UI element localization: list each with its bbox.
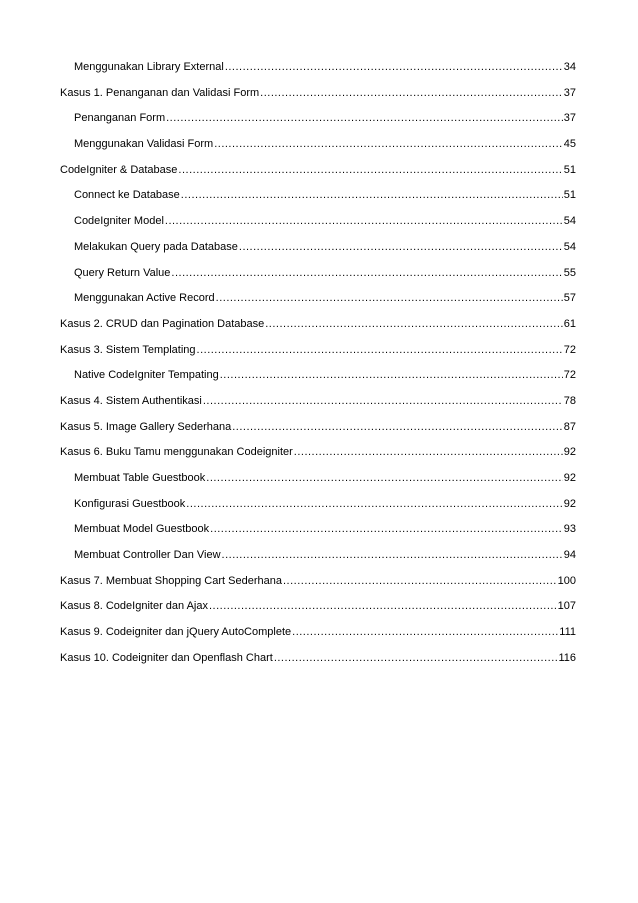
toc-entry[interactable] xyxy=(60,543,576,569)
toc-entry-title: Kasus 1. Penanganan dan Validasi Form xyxy=(60,86,260,99)
toc-entry[interactable] xyxy=(60,158,576,184)
toc-entry-page: 93 xyxy=(563,523,576,536)
toc-entry-title: Melakukan Query pada Database xyxy=(74,240,238,253)
toc-entry-page: 51 xyxy=(563,189,576,202)
toc-entry-page: 54 xyxy=(563,240,576,253)
toc-entry[interactable] xyxy=(60,415,576,441)
toc-entry-title: Kasus 4. Sistem Authentikasi xyxy=(60,394,202,407)
toc-entry[interactable] xyxy=(60,440,576,466)
toc-entry[interactable] xyxy=(60,620,576,646)
toc-entry[interactable] xyxy=(60,517,576,543)
toc-entry[interactable] xyxy=(60,569,576,595)
dot-leader xyxy=(265,312,563,338)
toc-entry-title: Connect ke Database xyxy=(74,189,180,202)
toc-entry[interactable] xyxy=(60,55,576,81)
toc-entry[interactable] xyxy=(60,132,576,158)
dot-leader xyxy=(216,286,563,312)
toc-entry[interactable] xyxy=(60,261,576,287)
toc-entry-page: 57 xyxy=(563,292,576,305)
toc-entry-title: Native CodeIgniter Tempating xyxy=(74,369,219,382)
toc-entry-page: 116 xyxy=(558,651,576,664)
toc-entry-title: Membuat Table Guestbook xyxy=(74,472,206,484)
dot-leader xyxy=(203,389,563,415)
dot-leader xyxy=(166,106,563,132)
toc-entry-page: 107 xyxy=(557,600,576,613)
dot-leader xyxy=(171,261,562,287)
toc-entry[interactable] xyxy=(60,466,576,492)
toc-entry[interactable] xyxy=(60,646,576,672)
toc-entry-title: Kasus 8. CodeIgniter dan Ajax xyxy=(60,600,208,613)
toc-entry-page: 72 xyxy=(563,343,576,356)
toc-entry-title: Menggunakan Validasi Form xyxy=(74,138,214,151)
dot-leader xyxy=(165,209,563,235)
toc-entry-title: Kasus 10. Codeigniter dan Openflash Chart xyxy=(60,651,273,664)
toc-entry[interactable] xyxy=(60,286,576,312)
toc-entry-title: Query Return Value xyxy=(74,266,171,279)
toc-entry[interactable] xyxy=(60,338,576,364)
toc-entry[interactable] xyxy=(60,363,576,389)
toc-entry-page: 61 xyxy=(563,317,576,330)
toc-entry-page: 87 xyxy=(563,420,576,433)
dot-leader xyxy=(178,158,562,184)
toc-entry[interactable] xyxy=(60,312,576,338)
toc-entry-title: CodeIgniter & Database xyxy=(60,163,178,176)
toc-entry[interactable] xyxy=(60,209,576,235)
dot-leader xyxy=(220,363,563,389)
toc-entry[interactable] xyxy=(60,389,576,415)
dot-leader xyxy=(222,543,563,569)
toc-entry-page: 34 xyxy=(563,61,576,73)
toc-entry-title: CodeIgniter Model xyxy=(74,215,164,228)
dot-leader xyxy=(209,594,557,620)
toc-entry-page: 51 xyxy=(563,163,576,176)
toc-entry-page: 111 xyxy=(559,626,576,639)
toc-entry-title: Menggunakan Active Record xyxy=(74,292,215,305)
toc-entry[interactable] xyxy=(60,81,576,107)
dot-leader xyxy=(197,338,563,364)
dot-leader xyxy=(210,517,563,543)
toc-entry-page: 92 xyxy=(563,497,576,510)
toc-entry-title: Membuat Controller Dan View xyxy=(74,549,221,562)
toc-entry-title: Kasus 5. Image Gallery Sederhana xyxy=(60,420,232,433)
toc-entry-title: Kasus 3. Sistem Templating xyxy=(60,343,196,356)
dot-leader xyxy=(274,646,558,672)
toc-entry[interactable] xyxy=(60,106,576,132)
toc-entry-page: 37 xyxy=(563,86,576,99)
dot-leader xyxy=(186,492,562,518)
dot-leader xyxy=(206,466,562,492)
toc-entry[interactable] xyxy=(60,594,576,620)
toc-entry-page: 55 xyxy=(563,266,576,279)
table-of-contents xyxy=(60,55,576,672)
toc-entry-title: Konfigurasi Guestbook xyxy=(74,497,186,510)
dot-leader xyxy=(214,132,563,158)
toc-entry-title: Penanganan Form xyxy=(74,112,166,125)
dot-leader xyxy=(232,415,563,441)
toc-entry-title: Kasus 6. Buku Tamu menggunakan Codeigniter xyxy=(60,446,293,459)
toc-entry-title: Menggunakan Library External xyxy=(74,61,224,73)
dot-leader xyxy=(260,81,563,107)
toc-entry-page: 92 xyxy=(563,446,576,459)
dot-leader xyxy=(283,569,557,595)
toc-entry-page: 37 xyxy=(563,112,576,125)
toc-entry[interactable] xyxy=(60,183,576,209)
toc-entry-title: Kasus 9. Codeigniter dan jQuery AutoComplete xyxy=(60,626,292,639)
toc-entry-page: 100 xyxy=(557,574,576,587)
toc-entry-page: 45 xyxy=(563,138,576,151)
dot-leader xyxy=(239,235,563,261)
dot-leader xyxy=(294,440,563,466)
toc-entry-page: 72 xyxy=(563,369,576,382)
toc-entry-page: 92 xyxy=(563,472,576,484)
toc-entry[interactable] xyxy=(60,235,576,261)
toc-entry-title: Kasus 7. Membuat Shopping Cart Sederhana xyxy=(60,574,282,587)
dot-leader xyxy=(225,55,563,81)
dot-leader xyxy=(181,183,563,209)
toc-entry-title: Membuat Model Guestbook xyxy=(74,523,210,536)
toc-entry[interactable] xyxy=(60,492,576,518)
toc-entry-page: 78 xyxy=(563,394,576,407)
toc-entry-page: 94 xyxy=(563,549,576,562)
toc-entry-page: 54 xyxy=(563,215,576,228)
toc-entry-title: Kasus 2. CRUD dan Pagination Database xyxy=(60,317,265,330)
dot-leader xyxy=(292,620,558,646)
